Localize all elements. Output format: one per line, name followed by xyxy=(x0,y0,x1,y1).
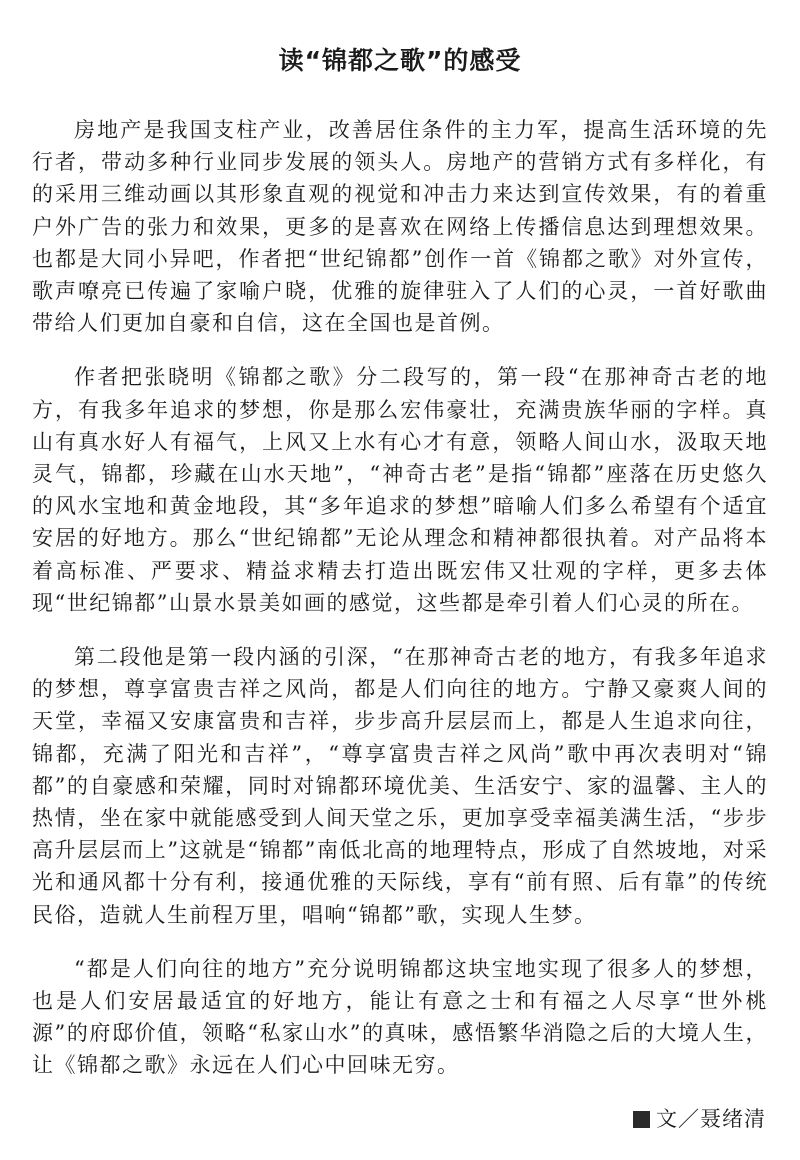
article-paragraph-1: 房地产是我国支柱产业，改善居住条件的主力军，提高生活环境的先行者，带动多种行业同步发展的领头人。房地产的营销方式有多样化，有的采用三维动画以其形象直观的视觉和冲击力来达到宣传效果，有的着重户外广告的张力和效果，更多的是喜欢在网络上传播信息达到理想效果。也都是大同小异吧，作者把“世纪锦都”创作一首《锦都之歌》对外宣传，歌声嘹亮已传遍了家喻户晓，优雅的旋律驻入了人们的心灵，一首好歌曲带给人们更加自豪和自信，这在全国也是首例。 xyxy=(32,118,768,336)
author-byline xyxy=(633,1104,766,1134)
article-paragraph-3: 第二段他是第一段内涵的引深，“在那神奇古老的地方，有我多年追求的梦想，尊享富贵吉祥之风尚，都是人们向往的地方。宁静又豪爽人间的天堂，幸福又安康富贵和吉祥，步步高升层层而上，都是人生追求向往，锦都，充满了阳光和吉祥”，“尊享富贵吉祥之风尚”歌中再次表明对“锦都”的自豪感和荣耀，同时对锦都环境优美、生活安宁、家的温馨、主人的热情，坐在家中就能感受到人间天堂之乐，更加享受幸福美满生活，“步步高升层层而上”这就是“锦都”南低北高的地理特点，形成了自然坡地，对采光和通风都十分有利，接通优雅的天际线，享有“前有照、后有靠”的传统民俗，造就人生前程万里，唱响“锦都”歌，实现人生梦。 xyxy=(32,645,768,927)
article-paragraph-2: 作者把张晓明《锦都之歌》分二段写的，第一段“在那神奇古老的地方，有我多年追求的梦想，你是那么宏伟豪壮，充满贵族华丽的字样。真山有真水好人有福气，上风又上水有心才有意，领略人间山水，汲取天地灵气，锦都，珍藏在山水天地”，“神奇古老”是指“锦都”座落在历史悠久的风水宝地和黄金地段，其“多年追求的梦想”暗喻人们多么希望有个适宜安居的好地方。那么“世纪锦都”无论从理念和精神都很执着。对产品将本着高标准、严要求、精益求精去打造出既宏伟又壮观的字样，更多去体现“世纪锦都”山景水景美如画的感觉，这些都是牵引着人们心灵的所在。 xyxy=(32,365,768,615)
article-paragraph-4: “都是人们向往的地方”充分说明锦都这块宝地实现了很多人的梦想，也是人们安居最适宜的好地方，能让有意之士和有福之人尽享“世外桃源”的府邸价值，领略“私家山水”的真味，感悟繁华消隐之后的大境人生，让《锦都之歌》永远在人们心中回味无穷。 xyxy=(32,956,768,1078)
author-name: 文／聂绪清 xyxy=(656,1107,766,1131)
black-square-icon xyxy=(633,1111,650,1128)
article-title: 读“锦都之歌”的感受 xyxy=(278,46,522,75)
